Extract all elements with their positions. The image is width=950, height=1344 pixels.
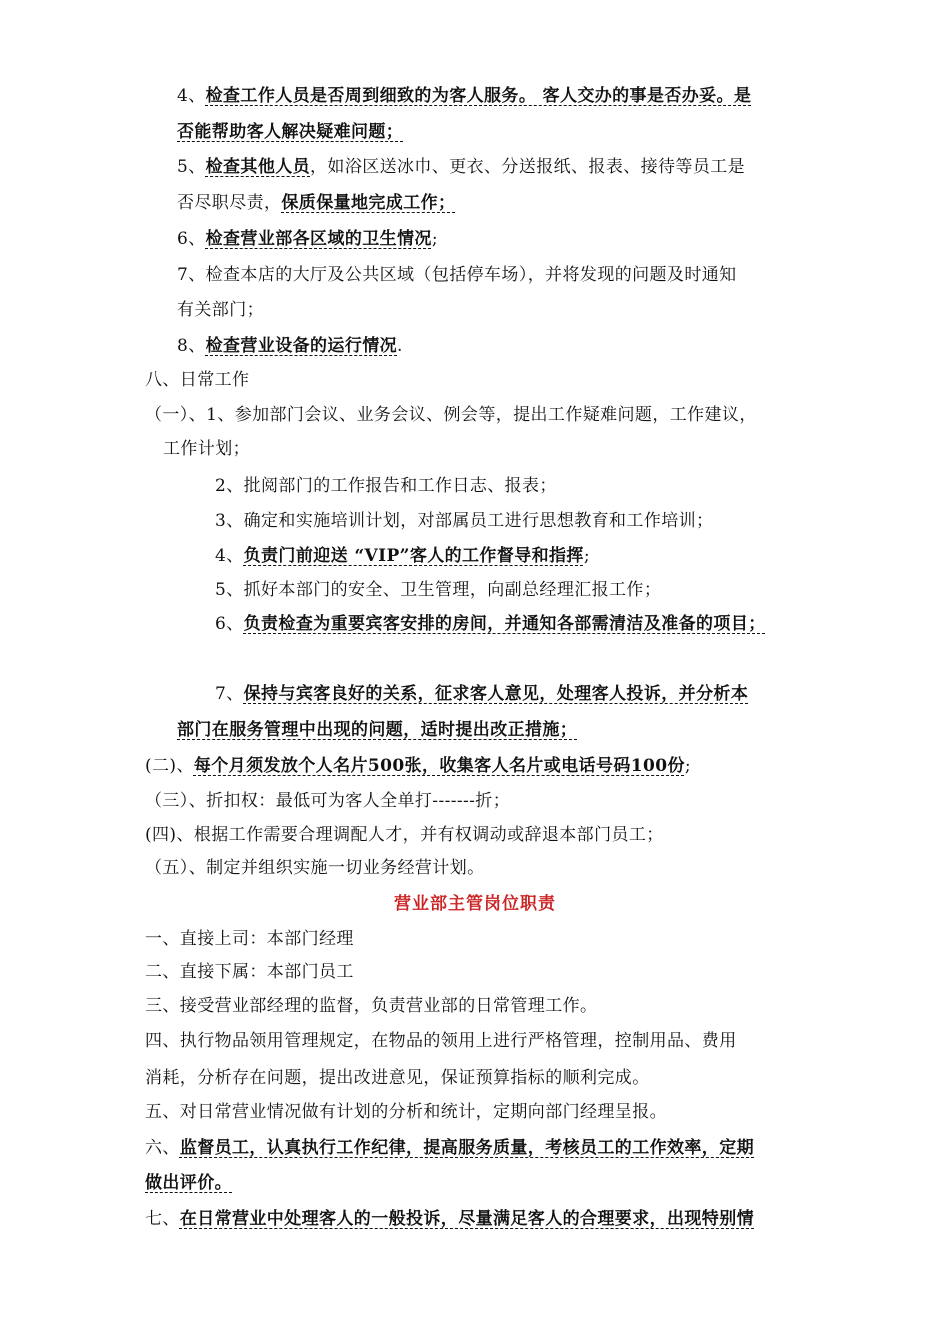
line-16: 6、负责检查为重要宾客安排的房间，并通知各部需清洁及准备的项目；	[215, 614, 766, 634]
line-07: 有关部门；	[177, 300, 264, 320]
line-13: 3、确定和实施培训计划，对部属员工进行思想教育和工作培训；	[215, 511, 714, 531]
line-06: 7、检查本店的大厅及公共区域（包括停车场），并将发现的问题及时通知	[177, 265, 737, 285]
line-28: 五、对日常营业情况做有计划的分析和统计，定期向部门经理呈报。	[145, 1102, 667, 1122]
line-29: 六、监督员工，认真执行工作纪律，提高服务质量，考核员工的工作效率，定期	[145, 1138, 755, 1158]
line-11: 工作计划；	[163, 439, 250, 459]
line-17: 7、保持与宾客良好的关系，征求客人意见，处理客人投诉，并分析本	[215, 684, 749, 704]
line-05: 6、检查营业部各区域的卫生情况;	[177, 229, 438, 249]
line-21: (四)、根据工作需要合理调配人才，并有权调动或辞退本部门员工；	[145, 825, 664, 845]
line-23: 一、直接上司：本部门经理	[145, 929, 354, 949]
line-03: 5、检查其他人员，如浴区送冰巾、更衣、分送报纸、报表、接待等员工是	[177, 157, 746, 177]
section-heading: 营业部主管岗位职责	[394, 894, 556, 914]
line-02: 否能帮助客人解决疑难问题；	[177, 122, 404, 142]
line-08: 8、检查营业设备的运行情况.	[177, 336, 403, 356]
line-14: 4、负责门前迎送 “VIP”客人的工作督导和指挥;	[215, 546, 590, 566]
line-04: 否尽职尽责，保质保量地完成工作；	[177, 193, 456, 213]
line-30: 做出评价。	[145, 1173, 232, 1193]
line-27: 消耗，分析存在问题，提出改进意见，保证预算指标的顺利完成。	[145, 1068, 650, 1088]
line-12: 2、批阅部门的工作报告和工作日志、报表；	[215, 476, 557, 496]
line-01: 4、检查工作人员是否周到细致的为客人服务。 客人交办的事是否办妥。是	[177, 86, 752, 106]
line-22: （五）、制定并组织实施一切业务经营计划。	[145, 858, 485, 878]
line-19: (二)、每个月须发放个人名片500张，收集客人名片或电话号码100份;	[145, 756, 691, 776]
line-25: 三、接受营业部经理的监督，负责营业部的日常管理工作。	[145, 996, 598, 1016]
line-20: （三）、折扣权：最低可为客人全单打-------折；	[145, 791, 511, 811]
section-8-title: 八、日常工作	[145, 370, 250, 390]
line-26: 四、执行物品领用管理规定，在物品的领用上进行严格管理，控制用品、费用	[145, 1031, 737, 1051]
line-18: 部门在服务管理中出现的问题，适时提出改正措施；	[177, 720, 578, 740]
line-24: 二、直接下属：本部门员工	[145, 962, 354, 982]
line-10: （一）、1、参加部门会议、业务会议、例会等，提出工作疑难问题，工作建议，	[145, 405, 757, 425]
line-31: 七、在日常营业中处理客人的一般投诉，尽量满足客人的合理要求，出现特别情	[145, 1209, 755, 1229]
line-15: 5、抓好本部门的安全、卫生管理，向副总经理汇报工作；	[215, 580, 662, 600]
